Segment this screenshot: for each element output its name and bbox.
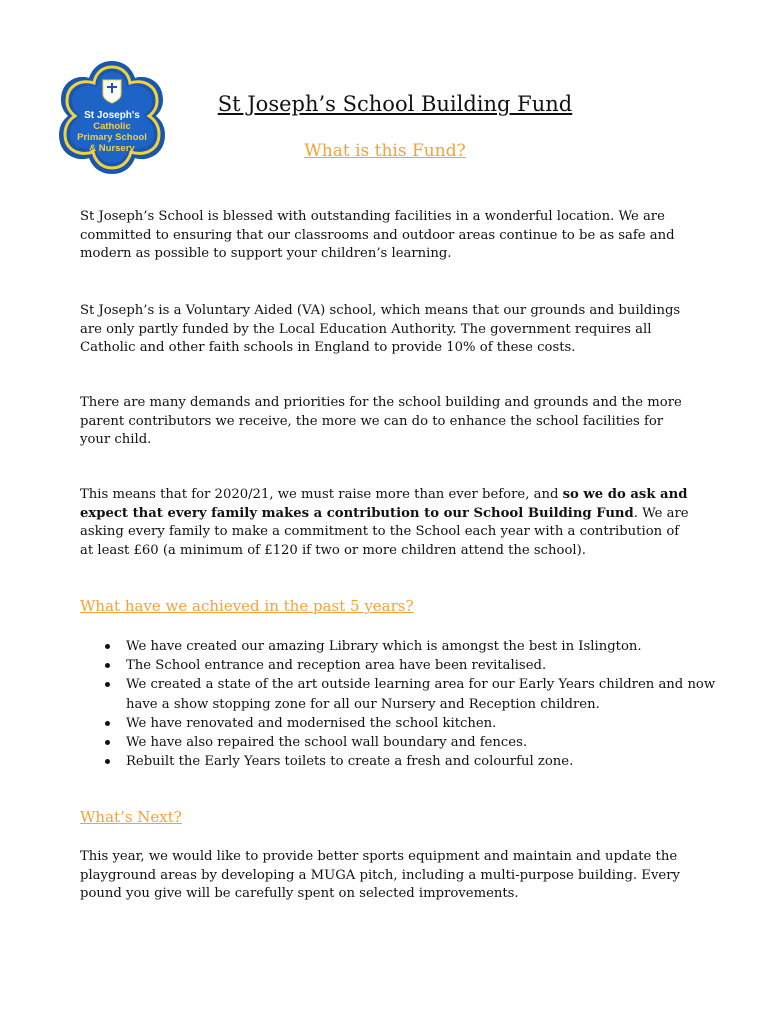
- contribution-paragraph: [80, 486, 695, 561]
- next-heading: What’s Next?: [80, 808, 182, 826]
- logo-line-1: St Joseph's: [84, 110, 140, 121]
- list-item: We have renovated and modernised the school kitchen.: [126, 714, 741, 733]
- contribution-text-start: This means that for 2020/21, we must raise more than ever before, and: [80, 487, 563, 502]
- logo-line-2: Catholic: [93, 121, 131, 132]
- list-item: We have created our amazing Library which is amongst the best in Islington.: [126, 637, 741, 656]
- list-item: The School entrance and reception area have been revitalised.: [126, 656, 741, 675]
- intro-paragraph: St Joseph’s School is blessed with outstanding facilities in a wonderful location. We are committed to ensuring that our classrooms and outdoor areas continue to be as safe and modern as possible to support your children’s learning.: [80, 209, 675, 262]
- next-paragraph: This year, we would like to provide better sports equipment and maintain and update the playground areas by developing a MUGA pitch, including a multi-purpose building. Every pound you give will be carefully spent on selected improvements.: [80, 849, 680, 902]
- document-subtitle: What is this Fund?: [304, 141, 466, 161]
- contribution-text-end: . We are asking every family to make a commitment to the School each year with a contribution of at least £60 (a minimum of £120 if two or more children attend the school).: [80, 505, 689, 559]
- list-item: We created a state of the art outside learning area for our Early Years children and now have a show stopping zone for all our Nursery and Reception children.: [126, 675, 741, 713]
- va-school-paragraph: St Joseph’s is a Voluntary Aided (VA) school, which means that our grounds and buildings are only partly funded by the Local Education Authority. The government requires all Catholic and other faith schools in England to provide 10% of these costs.: [80, 303, 681, 356]
- achievements-list: [80, 637, 741, 771]
- list-item: We have also repaired the school wall boundary and fences.: [126, 733, 741, 752]
- logo-line-3: Primary School: [77, 132, 147, 143]
- list-item: Rebuilt the Early Years toilets to create a fresh and colourful zone.: [126, 752, 741, 771]
- contribution-text-bold: so we do ask and expect that every family makes a contribution to our School Building Fund: [80, 487, 688, 521]
- document-title: St Joseph’s School Building Fund: [217, 92, 573, 116]
- achievements-heading: What have we achieved in the past 5 years?: [80, 597, 414, 615]
- demands-paragraph: There are many demands and priorities for the school building and grounds and the more parent contributors we receive, the more we can do to enhance the school facilities for your child.: [80, 395, 682, 448]
- logo-line-4: & Nursery: [89, 143, 135, 154]
